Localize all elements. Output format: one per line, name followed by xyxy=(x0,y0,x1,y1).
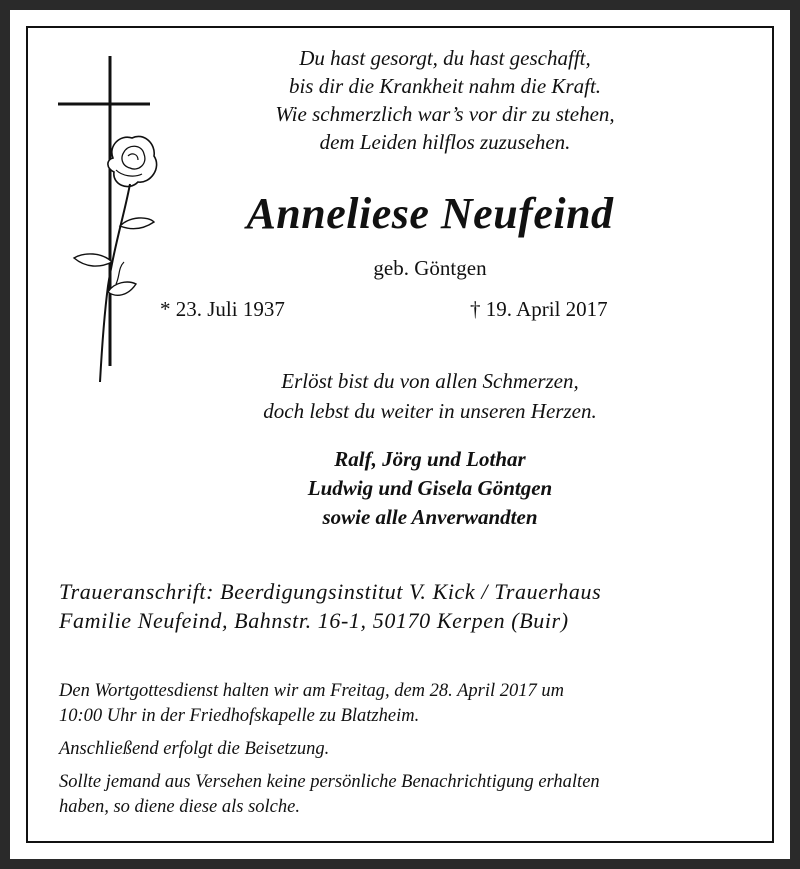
family-line: Ludwig und Gisela Göntgen xyxy=(307,476,553,500)
poem-line: bis dir die Krankheit nahm die Kraft. xyxy=(288,74,602,98)
notice-line: Sollte jemand aus Versehen keine persönliche Benachrichtigung erhalten xyxy=(59,772,600,792)
poem-line: Du hast gesorgt, du hast geschafft, xyxy=(299,46,591,70)
service-paragraph xyxy=(59,679,750,729)
poem-line: Erlöst bist du von allen Schmerzen, xyxy=(281,369,579,393)
service-line: Den Wortgottesdienst halten wir am Freitag, dem 28. April 2017 um xyxy=(59,681,564,701)
maiden-name: geb. Göntgen xyxy=(373,256,487,280)
birth-date: * 23. Juli 1937 xyxy=(160,297,285,321)
death-date: † 19. April 2017 xyxy=(470,297,608,321)
service-line: 10:00 Uhr in der Friedhofskapelle zu Blatzheim. xyxy=(59,706,420,726)
mourning-address xyxy=(59,577,750,635)
burial-note: Anschließend erfolgt die Beisetzung. xyxy=(59,739,330,759)
notification-note xyxy=(59,770,750,820)
family-line: Ralf, Jörg und Lothar xyxy=(334,447,526,471)
obituary-sheet xyxy=(10,10,790,859)
address-line: Familie Neufeind, Bahnstr. 16-1, 50170 Kerpen (Buir) xyxy=(59,608,569,633)
poem-bottom xyxy=(130,366,730,426)
service-info xyxy=(59,679,750,828)
notice-line: haben, so diene diese als solche. xyxy=(59,797,300,817)
address-line: Traueranschrift: Beerdigungsinstitut V. Kick / Trauerhaus xyxy=(59,579,602,604)
deceased-name: Anneliese Neufeind xyxy=(246,189,614,238)
poem-line: Wie schmerzlich war’s vor dir zu stehen, xyxy=(275,102,615,126)
poem-line: doch lebst du weiter in unseren Herzen. xyxy=(263,399,597,423)
family-line: sowie alle Anverwandten xyxy=(322,505,538,529)
family-names xyxy=(130,445,730,532)
poem-top xyxy=(160,44,730,156)
poem-line: dem Leiden hilflos zuzusehen. xyxy=(319,130,571,154)
